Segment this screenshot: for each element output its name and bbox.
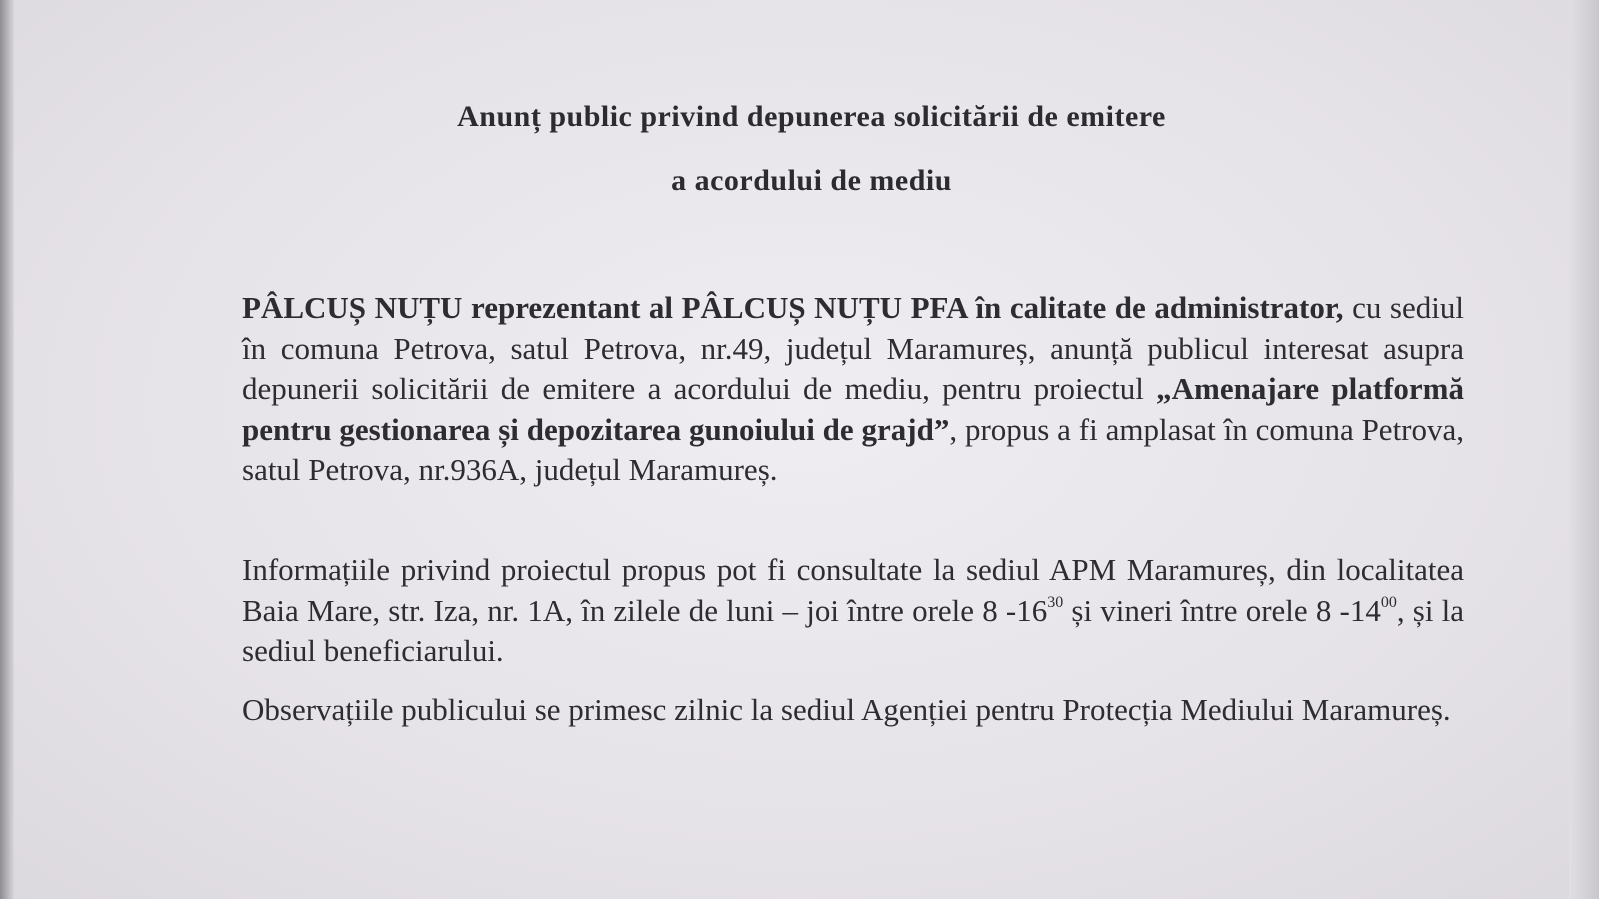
document-title-line1: Anunț public privind depunerea solicitării de emitere [457, 100, 1166, 133]
representative-text: reprezentant al [462, 290, 682, 325]
role-text: în calitate de administrator, [966, 290, 1344, 325]
beneficiary-text: , și la sediul beneficiarului. [242, 592, 1465, 668]
location-text: , propus a fi amplasat în comuna Petrova, satul Petrova, nr.936A, județul Maramureș. [242, 411, 1465, 487]
paragraph-announcement [242, 288, 1464, 491]
address-text: cu sediul în comuna Petrova, satul Petrova, nr.49, județul Maramureș, anunță publicul interesat asupra depunerii solicitării de emitere a acordului de mediu, pentru proiectul [242, 290, 1464, 406]
paragraph-consultation [242, 550, 1464, 672]
photo-edge-left [0, 0, 14, 899]
company-name: PÂLCUȘ NUȚU PFA [681, 290, 967, 325]
consultation-text: Informațiile privind proiectul propus pot fi consultate la sediul APM Maramureș, din localitatea Baia Mare, str. Iza, nr. 1A, în zilele de luni – joi între orele 8 -16 [242, 552, 1464, 628]
friday-text: și vineri între orele 8 -14 [1063, 592, 1381, 628]
photo-edge-right [1569, 0, 1599, 899]
paragraph-observations: Observațiile publicului se primesc zilnic la sediul Agenției pentru Protecția Mediului Maramureș. [242, 692, 1451, 727]
hours-superscript-friday: 00 [1380, 593, 1397, 611]
applicant-name: PÂLCUȘ NUȚU [242, 290, 463, 325]
project-name: „Amenajare platformă pentru gestionarea și depozitarea gunoiului de grajd” [242, 371, 1465, 447]
document-title-line2: a acordului de mediu [671, 164, 952, 197]
hours-superscript-weekday: 30 [1047, 593, 1064, 611]
